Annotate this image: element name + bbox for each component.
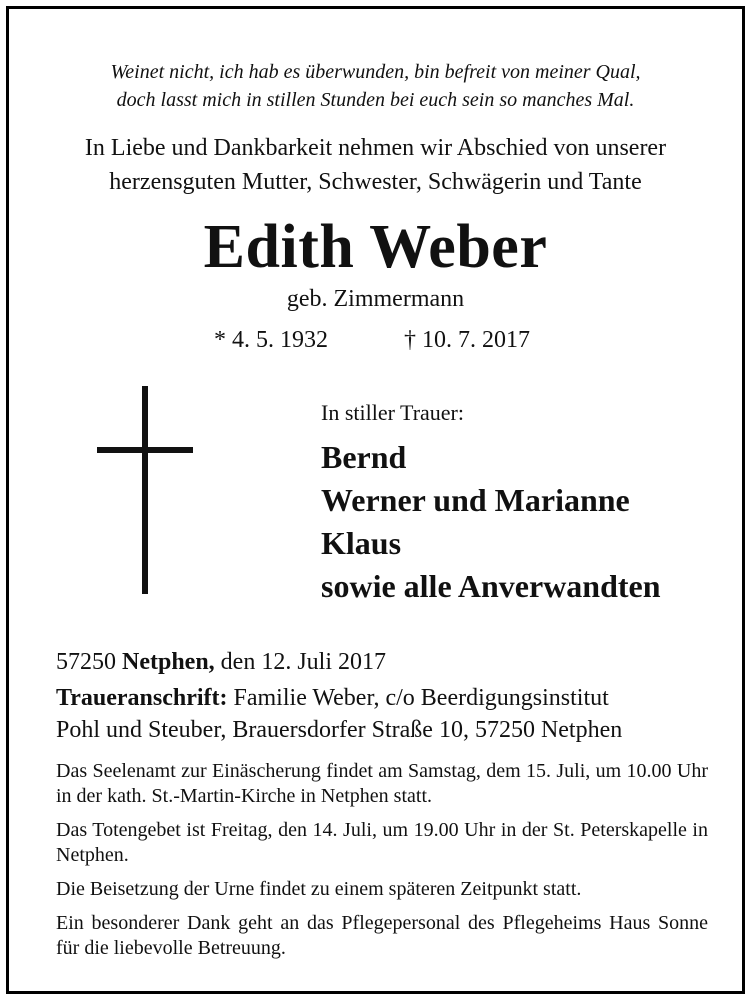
birth-date: * 4. 5. 1932 xyxy=(214,327,328,353)
service-notes xyxy=(56,759,708,970)
note-paragraph: Das Totengebet ist Freitag, den 14. Juli, um 19.00 Uhr in der St. Peterskapelle in Netphen. xyxy=(56,819,708,866)
death-date: † 10. 7. 2017 xyxy=(404,327,530,353)
maiden-name: geb. Zimmermann xyxy=(286,286,465,312)
intro-line-2: herzensguten Mutter, Schwester, Schwägerin und Tante xyxy=(109,169,642,195)
mourning-label: In stiller Trauer: xyxy=(321,400,464,425)
mourner-name: Werner und Marianne xyxy=(321,482,630,518)
zip-code: 57250 xyxy=(56,649,116,675)
farewell-intro xyxy=(9,131,742,199)
obituary-notice xyxy=(6,6,745,994)
mourner-name: Klaus xyxy=(321,525,402,561)
note-paragraph: Das Seelenamt zur Einäscherung findet am Samstag, dem 15. Juli, um 10.00 Uhr in der kath. St.-Martin-Kirche in Netphen statt. xyxy=(56,760,708,807)
poem-line-1: Weinet nicht, ich hab es überwunden, bin befreit von meiner Qual, xyxy=(110,61,641,83)
note-paragraph: Ein besonderer Dank geht an das Pflegepersonal des Pflegeheims Haus Sonne für die liebevolle Betreuung. xyxy=(56,912,708,959)
address-line-1: Familie Weber, c/o Beerdigungsinstitut xyxy=(233,685,609,711)
mourner-name: Bernd xyxy=(321,439,407,475)
cross-vertical-bar xyxy=(142,386,148,594)
notice-date: den 12. Juli 2017 xyxy=(220,649,386,675)
city-name: Netphen, xyxy=(122,649,215,675)
note-paragraph: Die Beisetzung der Urne findet zu einem späteren Zeitpunkt statt. xyxy=(56,878,582,900)
intro-line-1: In Liebe und Dankbarkeit nehmen wir Abschied von unserer xyxy=(84,135,667,161)
mourning-address xyxy=(56,682,716,746)
cross-icon xyxy=(97,386,197,601)
place-and-date xyxy=(56,645,386,679)
mourners-block xyxy=(321,398,741,608)
poem-verse xyxy=(9,58,742,114)
address-line-2: Pohl und Steuber, Brauersdorfer Straße 10, 57250 Netphen xyxy=(56,717,623,743)
address-label: Traueranschrift: xyxy=(56,685,228,711)
poem-line-2: doch lasst mich in stillen Stunden bei euch sein so manches Mal. xyxy=(116,89,635,111)
deceased-name: Edith Weber xyxy=(203,213,548,281)
mourner-name: sowie alle Anverwandten xyxy=(321,568,661,604)
cross-horizontal-bar xyxy=(97,447,193,453)
